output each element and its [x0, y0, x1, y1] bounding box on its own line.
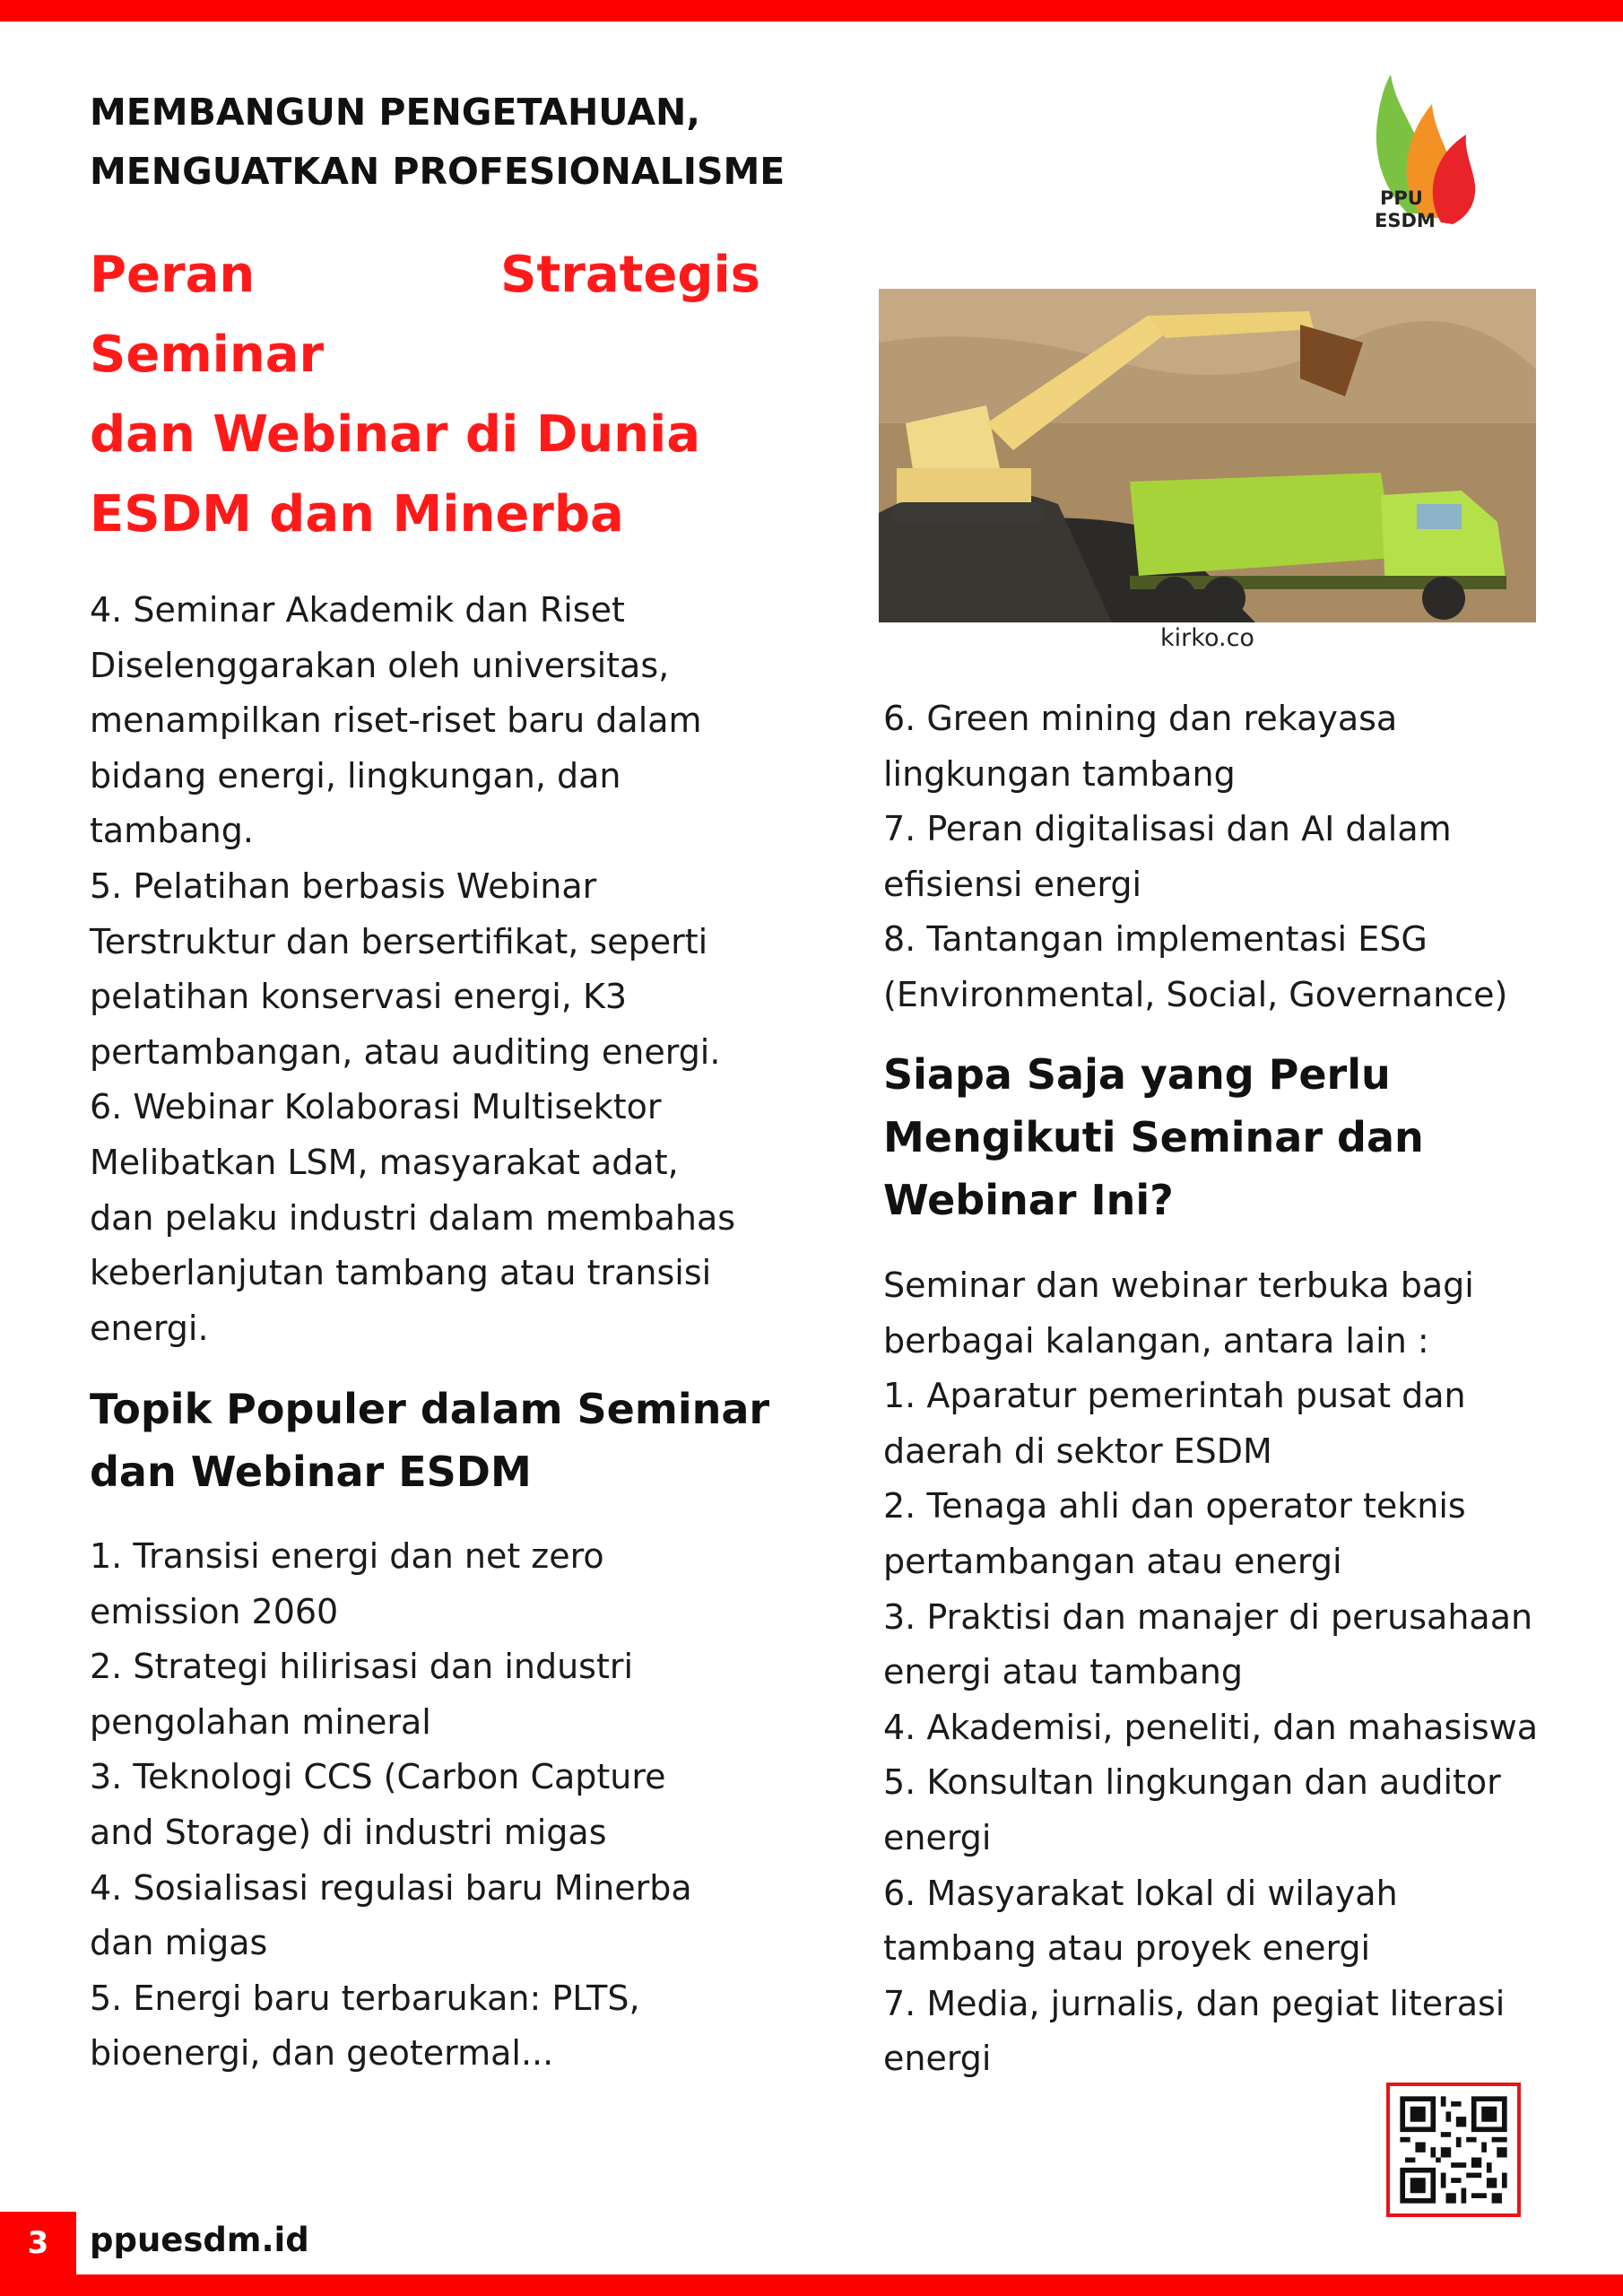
ppu-esdm-logo: [1358, 70, 1484, 240]
text-line: 4. Sosialisasi regulasi baru Minerba: [90, 1867, 692, 1908]
logo-text-esdm: ESDM: [1375, 210, 1436, 231]
text-line: 2. Tenaga ahli dan operator teknis: [883, 1486, 1466, 1526]
text-line: 5. Konsultan lingkungan dan auditor: [883, 1762, 1501, 1803]
text-line: 4. Akademisi, peneliti, dan mahasiswa: [883, 1707, 1538, 1747]
text-line: efisiensi energi: [883, 864, 1142, 904]
article-title: [90, 235, 760, 554]
text-line: 6. Masyarakat lokal di wilayah: [883, 1873, 1398, 1913]
text-line: menampilkan riset-riset baru dalam: [90, 700, 702, 741]
text-line: energi atau tambang: [883, 1652, 1244, 1692]
text-line: 7. Media, jurnalis, dan pegiat literasi: [883, 1983, 1506, 2023]
text-line: 2. Strategi hilirisasi dan industri: [90, 1647, 634, 1687]
text-line: lingkungan tambang: [883, 753, 1236, 794]
text-line: 8. Tantangan implementasi ESG: [883, 919, 1428, 960]
text-line: 6. Webinar Kolaborasi Multisektor: [90, 1087, 662, 1127]
tagline: [90, 83, 915, 201]
title-line-2: dan Webinar di Dunia: [90, 405, 701, 464]
heading-line: Webinar Ini?: [883, 1176, 1174, 1224]
text-line: dan pelaku industri dalam membahas: [90, 1197, 736, 1238]
text-line: 4. Seminar Akademik dan Riset: [90, 590, 625, 630]
heading-popular-topics: [90, 1378, 789, 1503]
text-line: Seminar dan webinar terbuka bagi: [883, 1265, 1474, 1305]
text-line: tambang.: [90, 811, 254, 851]
top-red-bar: [0, 0, 1623, 22]
logo-text-ppu: PPU: [1380, 187, 1423, 209]
heading-line: Mengikuti Seminar dan: [883, 1113, 1424, 1161]
heading-who-should-attend: [883, 1043, 1547, 1231]
qr-code[interactable]: [1386, 2083, 1521, 2217]
title-line-1: Peran Strategis Seminar: [90, 246, 760, 384]
text-line: energi: [883, 2039, 992, 2079]
tagline-line-2: MENGUATKAN PROFESIONALISME: [90, 150, 785, 193]
photo-caption: kirko.co: [1160, 624, 1254, 652]
text-line: dan migas: [90, 1923, 268, 1963]
text-line: Terstruktur dan bersertifikat, seperti: [90, 921, 708, 961]
text-line: Diselenggarakan oleh universitas,: [90, 645, 670, 685]
tagline-line-1: MEMBANGUN PENGETAHUAN,: [90, 91, 700, 134]
text-line: 5. Energi baru terbarukan: PLTS,: [90, 1978, 640, 2018]
popular-topics-list: [90, 1529, 807, 2082]
text-line: pertambangan atau energi: [883, 1541, 1342, 1581]
text-line: 1. Aparatur pemerintah pusat dan: [883, 1376, 1466, 1416]
text-line: pertambangan, atau auditing energi.: [90, 1031, 721, 1072]
qr-code-pattern: [1390, 2086, 1517, 2213]
popular-topics-list-continued: [883, 691, 1565, 1023]
heading-line: dan Webinar ESDM: [90, 1448, 532, 1496]
text-line: berbagai kalangan, antara lain :: [883, 1320, 1429, 1361]
text-line: 6. Green mining dan rekayasa: [883, 699, 1398, 738]
text-line: pelatihan konservasi energi, K3: [90, 977, 628, 1017]
heading-line: Topik Populer dalam Seminar: [90, 1385, 770, 1433]
text-line: and Storage) di industri migas: [90, 1812, 607, 1852]
text-line: emission 2060: [90, 1591, 339, 1631]
bottom-red-bar: [0, 2274, 1623, 2296]
text-line: 3. Praktisi dan manajer di perusahaan: [883, 1596, 1533, 1637]
text-line: pengolahan mineral: [90, 1701, 431, 1742]
text-line: 5. Pelatihan berbasis Webinar: [90, 865, 597, 906]
seminar-types-continued: [90, 583, 807, 1356]
text-line: keberlanjutan tambang atau transisi: [90, 1253, 712, 1293]
text-line: bioenergi, dan geotermal...: [90, 2033, 554, 2074]
text-line: 7. Peran digitalisasi dan AI dalam: [883, 809, 1452, 849]
text-line: bidang energi, lingkungan, dan: [90, 755, 621, 796]
text-line: 3. Teknologi CCS (Carbon Capture: [90, 1757, 666, 1797]
heading-line: Siapa Saja yang Perlu: [883, 1050, 1391, 1099]
text-line: daerah di sektor ESDM: [883, 1431, 1272, 1471]
title-line-3: ESDM dan Minerba: [90, 485, 624, 544]
text-line: 1. Transisi energi dan net zero: [90, 1536, 604, 1576]
page-number: 3: [0, 2212, 76, 2274]
text-line: (Environmental, Social, Governance): [883, 974, 1508, 1014]
text-line: Melibatkan LSM, masyarakat adat,: [90, 1142, 679, 1182]
text-line: tambang atau proyek energi: [883, 1928, 1371, 1969]
mining-excavator-truck-photo: [879, 289, 1536, 622]
audience-list: [883, 1258, 1565, 2087]
footer-website[interactable]: ppuesdm.id: [90, 2221, 309, 2259]
text-line: energi: [883, 1817, 992, 1857]
text-line: energi.: [90, 1308, 209, 1348]
